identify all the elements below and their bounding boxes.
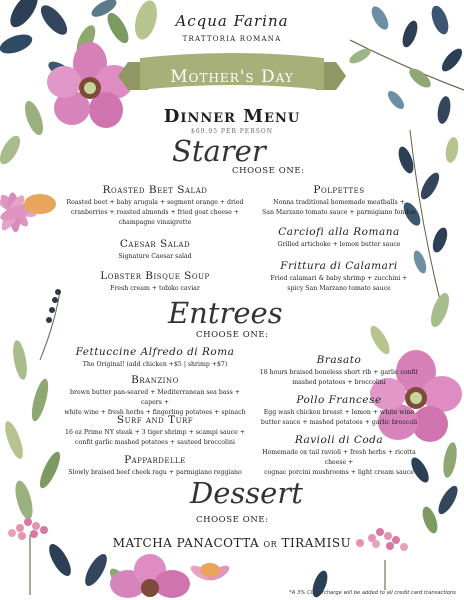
pink-flower-bottom-icon bbox=[110, 554, 190, 598]
footnote: *A 3% CC surcharge will be added to all credit card transactions bbox=[289, 590, 456, 596]
dessert-heading: Dessert bbox=[190, 476, 303, 510]
entree-item-title: Pappardelle bbox=[124, 454, 186, 466]
entrees-heading: Entrees bbox=[168, 296, 283, 330]
dessert-item: MATCHA PANACOTTA or TIRAMISU bbox=[112, 536, 352, 550]
starter-item-desc: Fried calamari & baby shrimp + zucchini + spicy San Marzano tomato sauce bbox=[270, 275, 408, 292]
starter-choose-label: CHOOSE ONE: bbox=[232, 166, 305, 176]
menu-price: $69.95 PER PERSON bbox=[191, 128, 273, 135]
entree-item-title: Brasato bbox=[316, 354, 362, 366]
yarrow-flower-icon bbox=[8, 518, 48, 595]
entree-item-desc: The Original! (add chicken +$5 | shrimp +$7) bbox=[82, 361, 228, 368]
starter-item-desc: Fresh cream + tobiko caviar bbox=[110, 285, 200, 292]
starter-item-desc: Roasted beet + baby arugula + segment orange + dried cranberries + roasted almonds + fried goat cheese + champagne vinaigrette bbox=[66, 199, 244, 226]
starter-item-title: Polpettes bbox=[313, 184, 365, 196]
menu-title: Dinner Menu bbox=[163, 106, 301, 127]
starter-item-title: Roasted Beet Salad bbox=[102, 184, 208, 196]
pink-daisy-bottom-icon bbox=[188, 563, 231, 584]
starter-item-title: Carciofi alla Romana bbox=[278, 226, 400, 238]
entree-item-title: Pollo Francese bbox=[296, 394, 382, 406]
restaurant-subtitle: TRATTORIA ROMANA bbox=[182, 35, 282, 43]
herb-sprig-icon bbox=[40, 289, 61, 360]
entree-item-desc: 18 hours braised boneless short rib + garlic confit mashed potatoes + broccolini bbox=[259, 369, 419, 386]
banner-title: Mother's Day bbox=[170, 67, 294, 87]
starter-heading: Starer bbox=[172, 134, 266, 168]
starter-item-desc: Nonna traditional homemade meatballs + San Marzano tomato sauce + parmigiano fondue bbox=[262, 199, 416, 216]
starter-item-desc: Signature Caesar salad bbox=[118, 253, 192, 260]
entree-item-title: Surf and Turf bbox=[116, 414, 194, 426]
entree-item-desc: 16 oz Prime NY steak + 3 tiger shrimp + scampi sauce + confit garlic mashed potatoes + sauteed broccolini bbox=[65, 429, 245, 446]
entree-item-desc: brown butter pan-seared + Mediterranean sea bass + capers + white wine + fresh herbs + fingerling potatoes + spinach bbox=[64, 389, 246, 416]
entree-item-desc: Homemade ox tail ravioli + fresh herbs + ricotta cheese + cognac porcini mushrooms + light cream sauce bbox=[262, 449, 416, 476]
entree-item-title: Branzino bbox=[131, 374, 179, 386]
entrees-choose-label: CHOOSE ONE: bbox=[196, 330, 269, 340]
entree-item-desc: Egg wash chicken breast + lemon + white wine butter sauce + mashed potatoes + garlic broccoli bbox=[260, 409, 418, 426]
entree-item-title: Fettuccine Alfredo di Roma bbox=[75, 346, 235, 358]
restaurant-name: Acqua Farina bbox=[175, 12, 289, 30]
starter-item-desc: Grilled artichoke + lemon butter sauce bbox=[277, 241, 401, 248]
entree-item-title: Ravioli di Coda bbox=[294, 434, 384, 446]
starter-item-title: Lobster Bisque Soup bbox=[100, 270, 210, 282]
starter-item-title: Caesar Salad bbox=[119, 238, 191, 250]
starter-item-title: Frittura di Calamari bbox=[280, 260, 398, 272]
entree-item-desc: Slowly braised beef cheek ragu + parmigiano reggiano bbox=[68, 469, 242, 476]
pink-daisy-icon bbox=[0, 191, 56, 233]
dessert-choose-label: CHOOSE ONE: bbox=[196, 515, 269, 525]
